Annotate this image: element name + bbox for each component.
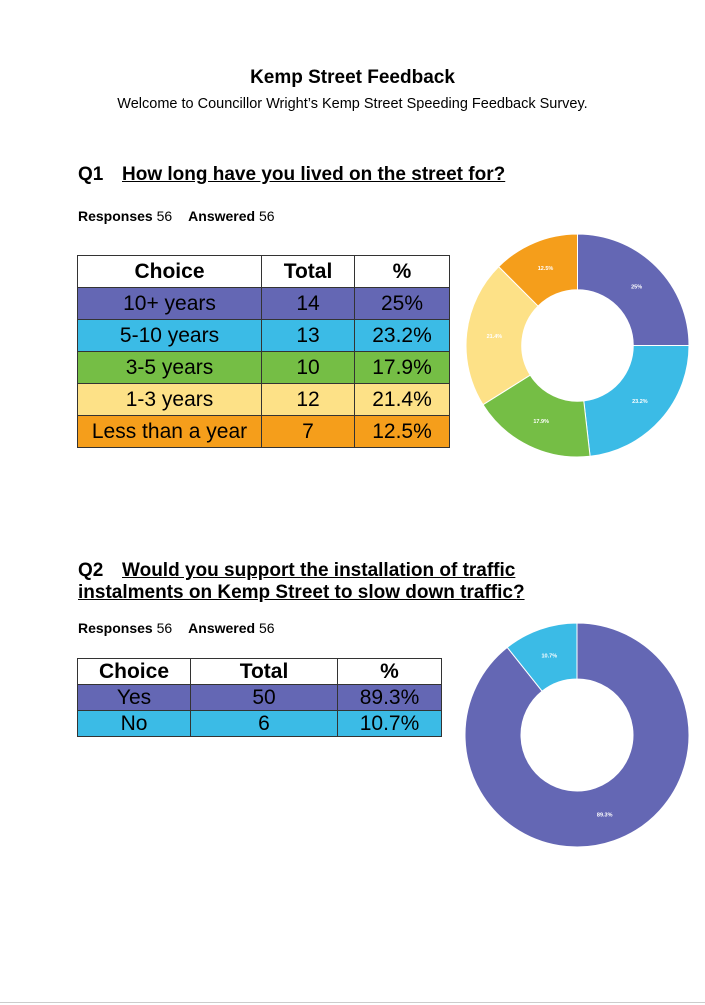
- donut-slice-label: 23.2%: [632, 399, 648, 406]
- q2-responses-label: Responses: [78, 620, 153, 636]
- row-total: 12: [262, 384, 355, 416]
- q2-text-line2: instalments on Kemp Street to slow down traffic?: [78, 582, 525, 603]
- table-row: [78, 685, 442, 711]
- table-row: [78, 352, 450, 384]
- q2-answered-label: Answered: [188, 620, 256, 636]
- row-total: 7: [262, 416, 355, 448]
- header-choice: Choice: [78, 256, 262, 288]
- table-header-row: [78, 256, 450, 288]
- q2-responses-value: 56: [156, 620, 173, 636]
- row-pct: 23.2%: [355, 320, 450, 352]
- table-row: [78, 288, 450, 320]
- q1-answered-value: 56: [258, 208, 275, 224]
- donut-slice-label: 25%: [631, 284, 643, 291]
- row-choice: 1-3 years: [78, 384, 262, 416]
- q2-donut-chart: [464, 622, 690, 848]
- q1-donut-chart: [465, 233, 690, 458]
- table-row: [78, 320, 450, 352]
- q1-stats: [78, 208, 275, 224]
- row-choice: 10+ years: [78, 288, 262, 320]
- q1-text: How long have you lived on the street for?: [122, 164, 506, 185]
- page-bottom-border: [0, 1002, 705, 1003]
- table-row: [78, 384, 450, 416]
- q1-results-table: [77, 255, 450, 448]
- row-total: 10: [262, 352, 355, 384]
- row-total: 6: [191, 711, 338, 737]
- table-row: [78, 416, 450, 448]
- q2-number: Q2: [78, 560, 104, 581]
- row-total: 14: [262, 288, 355, 320]
- row-pct: 10.7%: [338, 711, 442, 737]
- q1-responses-value: 56: [156, 208, 173, 224]
- row-pct: 25%: [355, 288, 450, 320]
- row-choice: Less than a year: [78, 416, 262, 448]
- q1-answered-label: Answered: [188, 208, 256, 224]
- row-choice: 5-10 years: [78, 320, 262, 352]
- table-header-row: [78, 659, 442, 685]
- q2-results-table: [77, 658, 442, 737]
- donut-slice-label: 17.9%: [533, 418, 549, 425]
- donut-slice-label: 10.7%: [541, 653, 558, 660]
- row-pct: 89.3%: [338, 685, 442, 711]
- q2-heading: [78, 560, 525, 604]
- table-row: [78, 711, 442, 737]
- q2-text-line1: Would you support the installation of traffic: [122, 560, 516, 581]
- row-pct: 21.4%: [355, 384, 450, 416]
- row-pct: 17.9%: [355, 352, 450, 384]
- q2-stats: [78, 620, 275, 636]
- q1-responses-label: Responses: [78, 208, 153, 224]
- header-choice: Choice: [78, 659, 191, 685]
- q1-heading: [78, 164, 505, 186]
- header-total: Total: [191, 659, 338, 685]
- page-title: Kemp Street Feedback: [250, 67, 455, 88]
- header-pct: %: [338, 659, 442, 685]
- page-subtitle: Welcome to Councillor Wright’s Kemp Street Speeding Feedback Survey.: [117, 96, 588, 112]
- row-total: 50: [191, 685, 338, 711]
- donut-slice-label: 12.5%: [537, 266, 554, 273]
- row-total: 13: [262, 320, 355, 352]
- header-total: Total: [262, 256, 355, 288]
- row-choice: 3-5 years: [78, 352, 262, 384]
- donut-slice-label: 89.3%: [596, 812, 613, 819]
- q2-answered-value: 56: [258, 620, 275, 636]
- donut-slice-label: 21.4%: [486, 334, 503, 341]
- row-pct: 12.5%: [355, 416, 450, 448]
- row-choice: Yes: [78, 685, 191, 711]
- row-choice: No: [78, 711, 191, 737]
- header-pct: %: [355, 256, 450, 288]
- q1-number: Q1: [78, 164, 104, 185]
